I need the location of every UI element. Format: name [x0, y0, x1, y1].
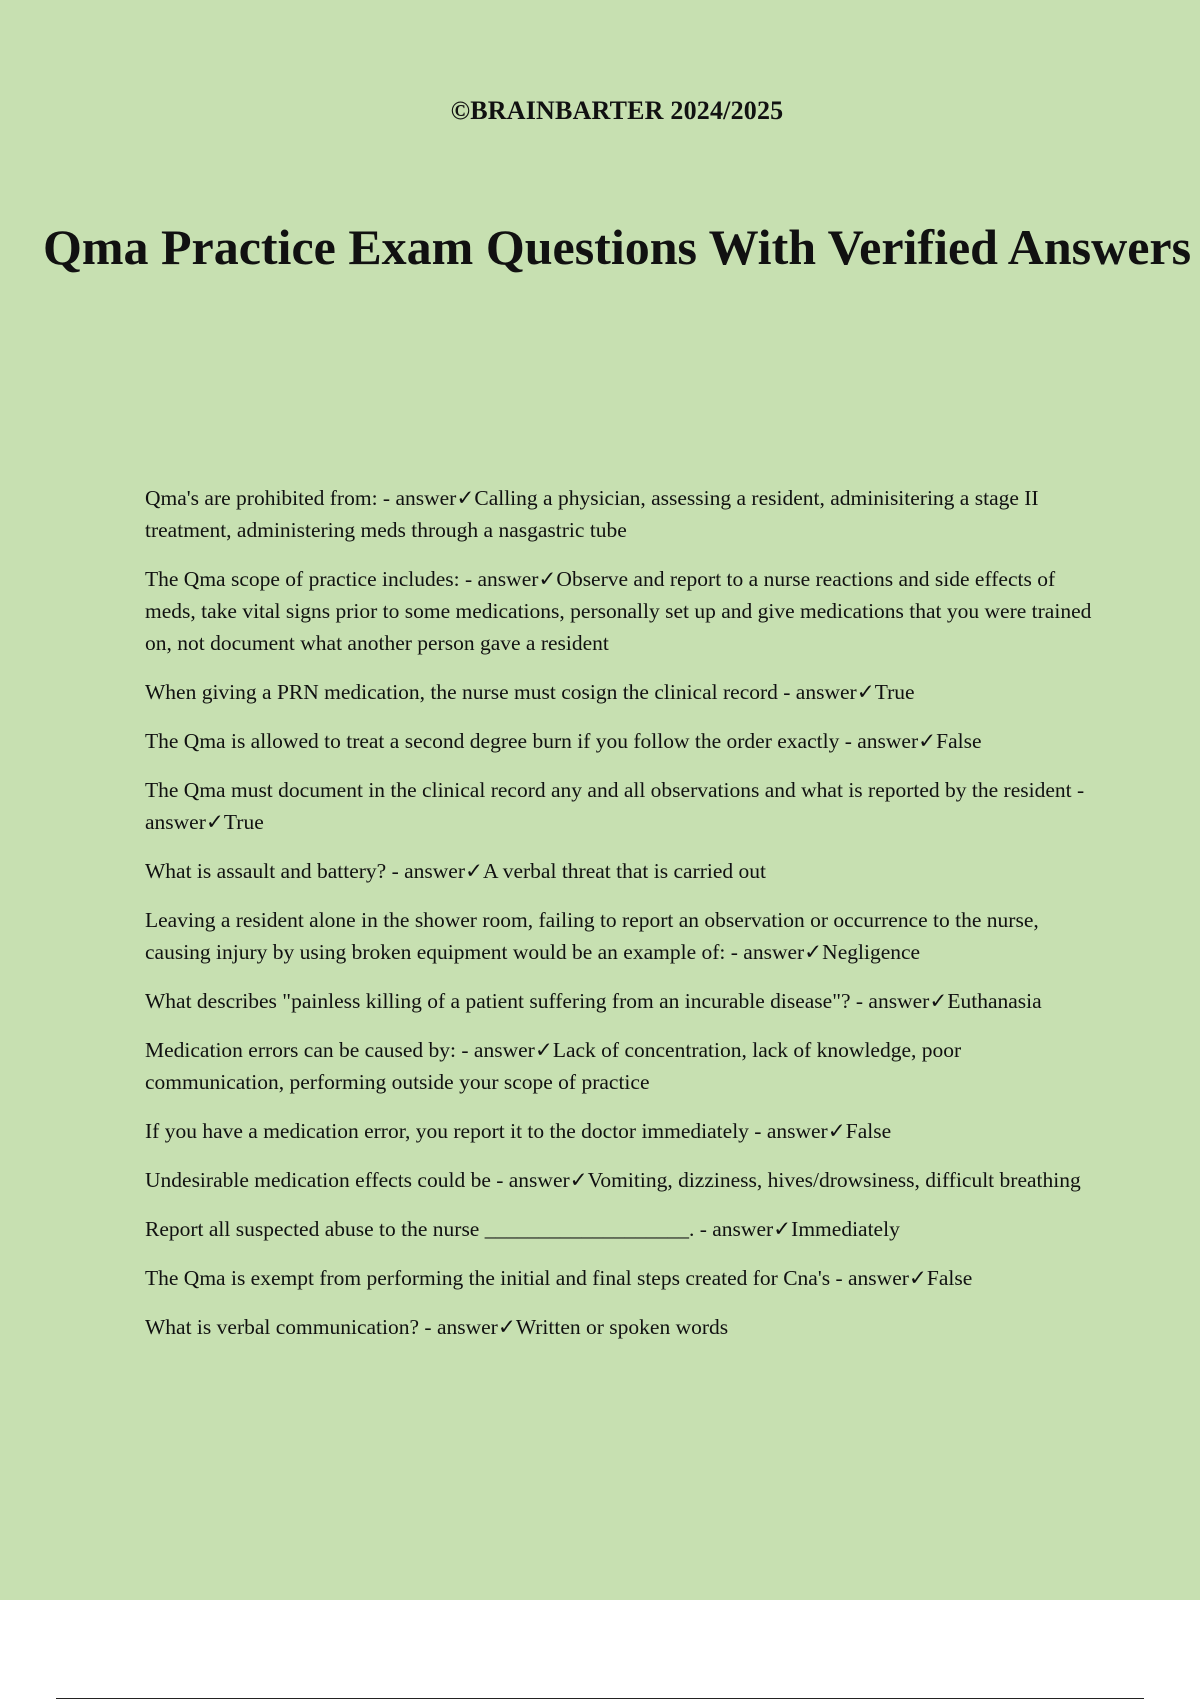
qa-item: Medication errors can be caused by: - answer✓Lack of concentration, lack of knowledge, poor communication, performing outside your scope of practice: [145, 1038, 962, 1094]
qa-item: What describes "painless killing of a patient suffering from an incurable disease"? - answer✓Euthanasia: [145, 989, 1042, 1013]
qa-item: The Qma is exempt from performing the initial and final steps created for Cna's - answer✓False: [145, 1266, 973, 1290]
qa-item: If you have a medication error, you report it to the doctor immediately - answer✓False: [145, 1119, 892, 1143]
qa-item: What is assault and battery? - answer✓A verbal threat that is carried out: [145, 859, 766, 883]
qa-item: What is verbal communication? - answer✓Written or spoken words: [145, 1315, 729, 1339]
qa-item: The Qma scope of practice includes: - answer✓Observe and report to a nurse reactions and side effects of meds, take vital signs prior to some medications, personally set up and give medications that you were trained on, not document what another person gave a resident: [145, 567, 1092, 655]
qa-item: Qma's are prohibited from: - answer✓Calling a physician, assessing a resident, adminisitering a stage II treatment, administering meds through a nasgastric tube: [145, 486, 1039, 542]
copyright-header: ©BRAINBARTER 2024/2025: [450, 96, 784, 125]
qa-item: When giving a PRN medication, the nurse must cosign the clinical record - answer✓True: [145, 680, 915, 704]
qa-item: Undesirable medication effects could be - answer✓Vomiting, dizziness, hives/drowsiness, difficult breathing: [145, 1168, 1081, 1192]
qa-item: The Qma must document in the clinical record any and all observations and what is reported by the resident - answer✓True: [145, 778, 1085, 834]
qa-item: Leaving a resident alone in the shower room, failing to report an observation or occurrence to the nurse, causing injury by using broken equipment would be an example of: - answer✓Negligence: [145, 908, 1039, 964]
document-title: Qma Practice Exam Questions With Verified Answers: [42, 219, 1192, 275]
bottom-divider: [56, 1698, 1144, 1699]
qa-item: Report all suspected abuse to the nurse ___________________. - answer✓Immediately: [145, 1217, 900, 1241]
qa-item: The Qma is allowed to treat a second degree burn if you follow the order exactly - answer✓False: [145, 729, 982, 753]
qa-list: [145, 482, 1095, 1360]
